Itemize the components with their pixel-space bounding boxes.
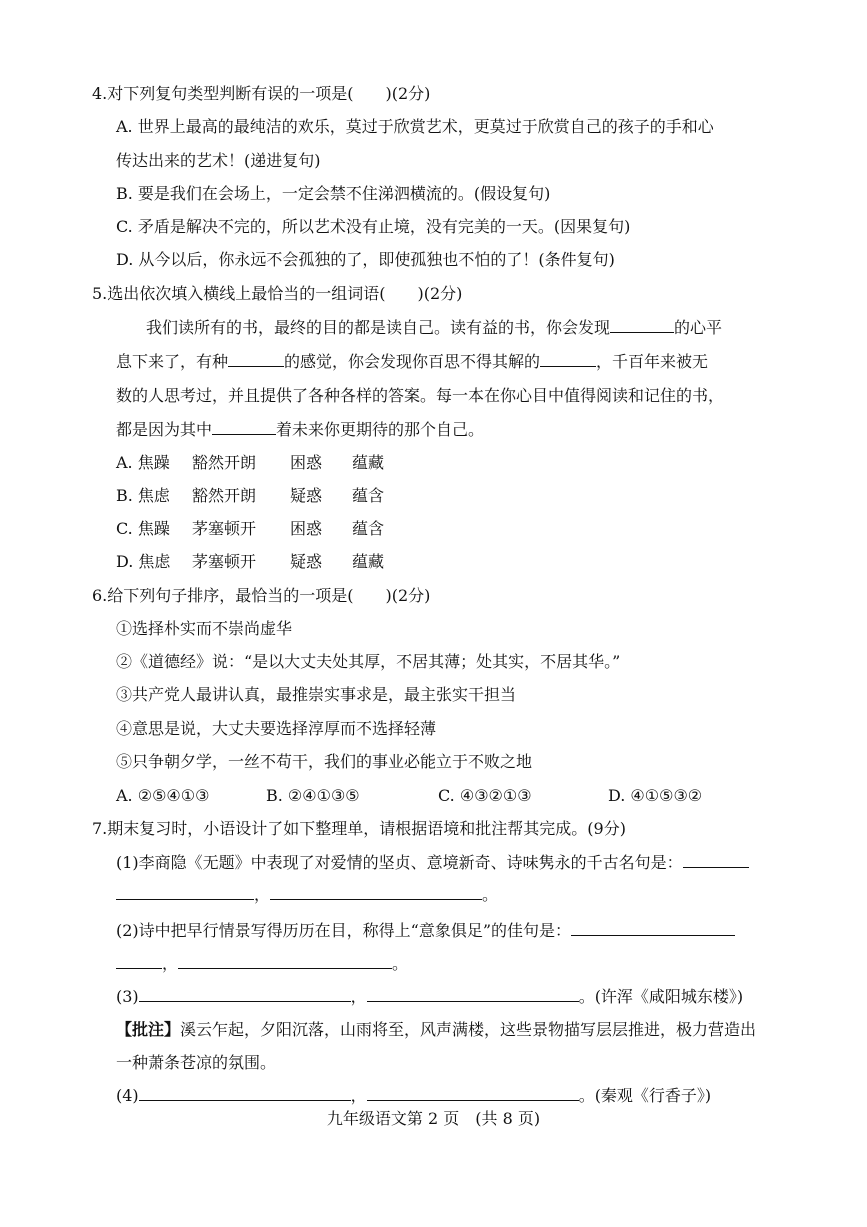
q7-item-2-answer: ， 。 bbox=[116, 954, 408, 974]
q6-sentence-5: ⑤只争朝夕学，一丝不苟干，我们的事业必能立于不败之地 bbox=[116, 752, 533, 771]
q7-blank-4a[interactable] bbox=[139, 1099, 351, 1101]
q4-stem: 4.对下列复句类型判断有误的一项是( )(2分) bbox=[92, 84, 431, 103]
q4-option-d: D. 从今以后，你永远不会孤独的了，即使孤独也不怕的了！(条件复句) bbox=[116, 250, 615, 269]
q7-blank-3a[interactable] bbox=[139, 1000, 351, 1002]
q6-sentence-2: ②《道德经》说：“是以大丈夫处其厚，不居其薄；处其实，不居其华。” bbox=[116, 652, 621, 671]
q7-item-3: (3) ， 。(许浑《咸阳城东楼》) bbox=[116, 987, 744, 1006]
q5-blank-4[interactable] bbox=[212, 433, 276, 435]
q7-item-1: (1)李商隐《无题》中表现了对爱情的坚贞、意境新奇、诗味隽永的千古名句是： bbox=[116, 853, 749, 873]
page-footer: 九年级语文第 2 页 (共 8 页) bbox=[326, 1109, 541, 1128]
q6-option-a: A. ②⑤④①③ bbox=[116, 786, 210, 805]
q5-stem: 5.选出依次填入横线上最恰当的一组词语( )(2分) bbox=[92, 284, 463, 303]
q7-item-4: (4) ， 。(秦观《行香子》) bbox=[116, 1086, 712, 1105]
q6-options bbox=[116, 786, 702, 806]
q5-option-c: C. 焦躁 茅塞顿开 困惑 蕴含 bbox=[116, 519, 385, 538]
q4-option-a-line2: 传达出来的艺术！(递进复句) bbox=[116, 151, 321, 170]
q6-option-c: C. ④③②①③ bbox=[438, 786, 532, 805]
q7-blank-1b[interactable] bbox=[116, 898, 254, 900]
q7-blank-2c[interactable] bbox=[178, 967, 392, 969]
q7-stem: 7.期末复习时，小语设计了如下整理单，请根据语境和批注帮其完成。(9分) bbox=[92, 819, 626, 838]
q6-sentence-4: ④意思是说，大丈夫要选择淳厚而不选择轻薄 bbox=[116, 719, 437, 738]
q5-passage-line4: 都是因为其中 着未来你更期待的那个自己。 bbox=[116, 420, 485, 439]
q5-option-d: D. 焦虑 茅塞顿开 疑惑 蕴藏 bbox=[116, 552, 385, 571]
q5-blank-2[interactable] bbox=[228, 365, 284, 367]
q5-passage-line2: 息下来了，有种 的感觉，你会发现你百思不得其解的 ，千百年来被无 bbox=[116, 352, 709, 371]
q4-option-a-line1: A. 世界上最高的最纯洁的欢乐，莫过于欣赏艺术，更莫过于欣赏自己的孩子的手和心 bbox=[116, 117, 714, 136]
q5-blank-3[interactable] bbox=[540, 365, 596, 367]
q5-passage-line1: 我们读所有的书，最终的目的都是读自己。读有益的书，你会发现 的心平 bbox=[146, 318, 723, 337]
q7-note-line1: 【批注】溪云乍起，夕阳沉落，山雨将至，风声满楼，这些景物描写层层推进，极力营造出 bbox=[116, 1020, 757, 1039]
q7-item-1-answer: ， 。 bbox=[116, 885, 498, 905]
q5-passage-line3: 数的人思考过，并且提供了各种各样的答案。每一本在你心目中值得阅读和记住的书， bbox=[116, 386, 725, 405]
q7-note-line2: 一种萧条苍凉的氛围。 bbox=[116, 1053, 277, 1072]
q7-blank-1a[interactable] bbox=[683, 866, 749, 868]
q6-sentence-1: ①选择朴实而不崇尚虚华 bbox=[116, 619, 293, 638]
q6-option-d: D. ④①⑤③② bbox=[608, 786, 703, 805]
q7-blank-4b[interactable] bbox=[367, 1099, 579, 1101]
q7-blank-2b[interactable] bbox=[116, 967, 162, 969]
q6-option-b: B. ②④①③⑤ bbox=[266, 786, 360, 805]
q5-option-a: A. 焦躁 豁然开朗 困惑 蕴藏 bbox=[116, 453, 385, 472]
q7-item-2: (2)诗中把早行情景写得历历在目，称得上“意象俱足”的佳句是： bbox=[116, 921, 735, 941]
q7-blank-2a[interactable] bbox=[571, 934, 735, 936]
q6-stem: 6.给下列句子排序，最恰当的一项是( )(2分) bbox=[92, 586, 431, 605]
q4-option-b: B. 要是我们在会场上，一定会禁不住涕泗横流的。(假设复句) bbox=[116, 184, 551, 203]
q5-blank-1[interactable] bbox=[610, 331, 674, 333]
q6-sentence-3: ③共产党人最讲认真，最推崇实事求是，最主张实干担当 bbox=[116, 685, 517, 704]
q5-option-b: B. 焦虑 豁然开朗 疑惑 蕴含 bbox=[116, 486, 385, 505]
note-tag: 【批注】 bbox=[116, 1020, 181, 1039]
q7-blank-3b[interactable] bbox=[367, 1000, 579, 1002]
q7-blank-1c[interactable] bbox=[270, 898, 482, 900]
q4-option-c: C. 矛盾是解决不完的，所以艺术没有止境，没有完美的一天。(因果复句) bbox=[116, 217, 631, 236]
